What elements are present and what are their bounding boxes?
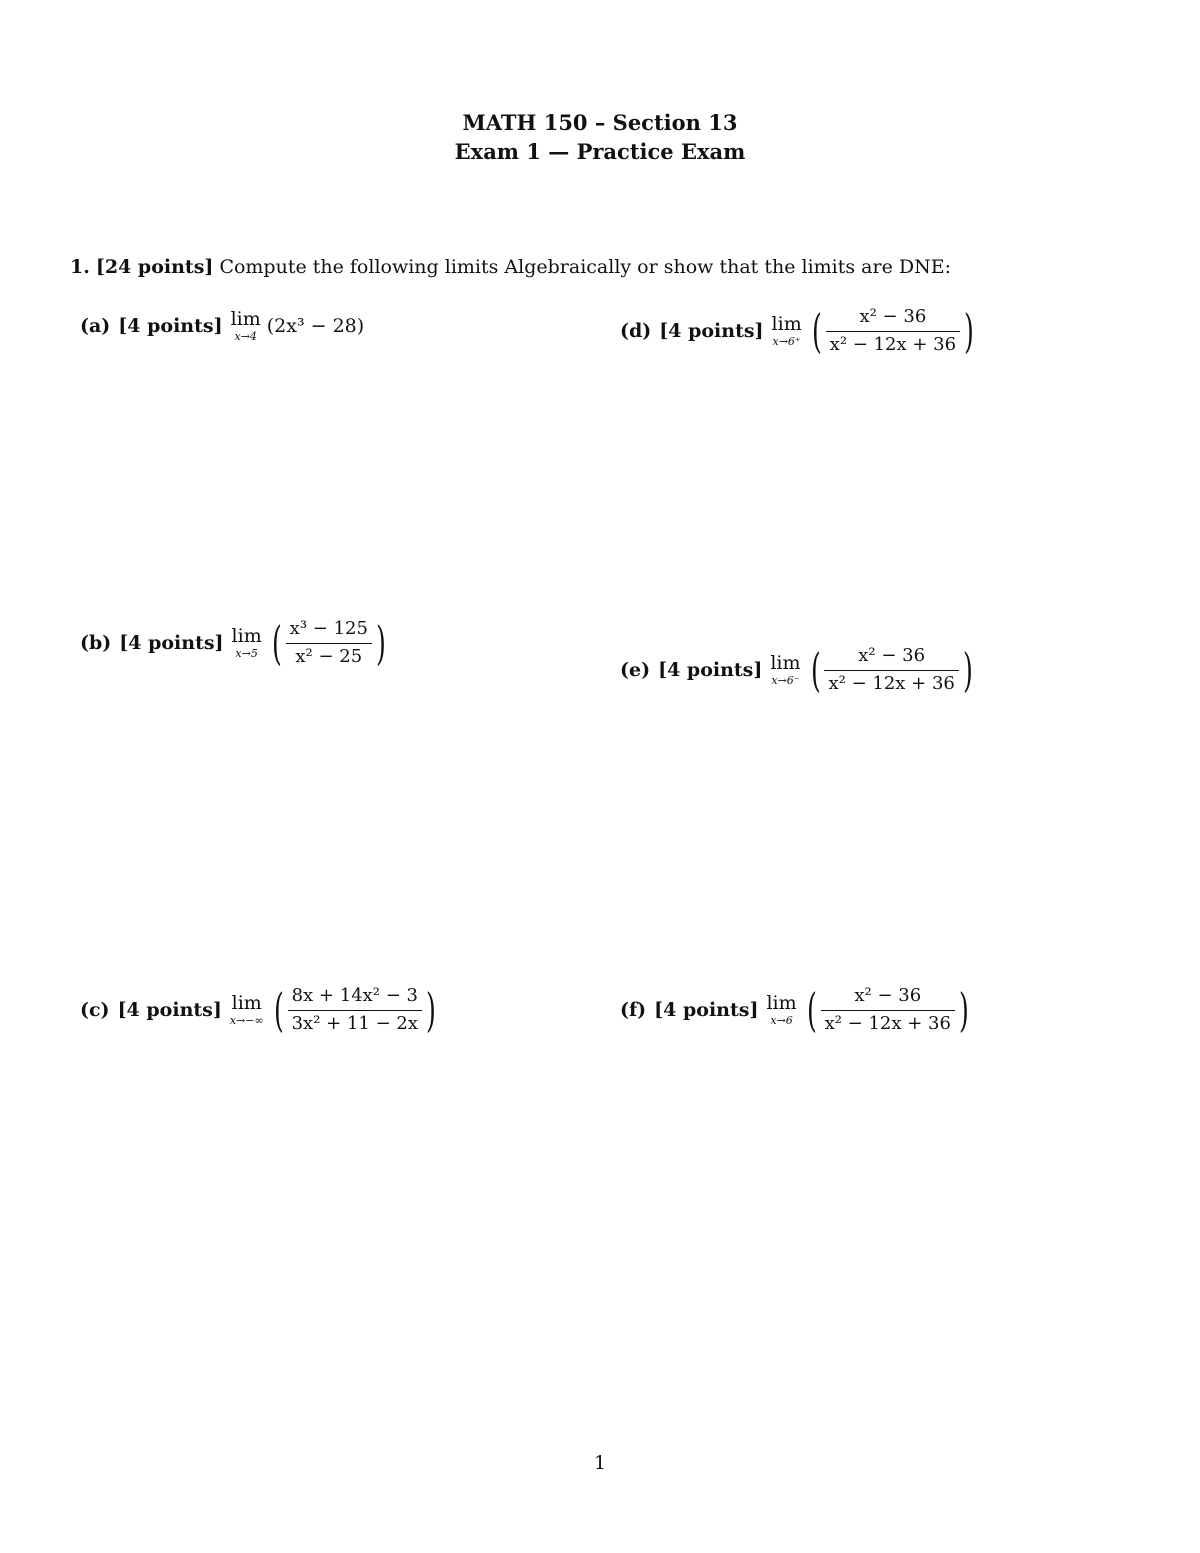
left-paren: ( <box>810 643 821 697</box>
part-f-label: (f) <box>620 999 647 1021</box>
part-e-expression <box>807 645 977 695</box>
fraction <box>821 985 955 1035</box>
part-c-label: (c) <box>80 999 110 1021</box>
part-f-expression <box>803 985 973 1035</box>
denominator: 3x² + 11 − 2x <box>291 1012 418 1034</box>
denominator: x² − 12x + 36 <box>824 1012 951 1034</box>
part-e-limit <box>770 654 800 686</box>
numerator: 8x + 14x² − 3 <box>291 985 418 1006</box>
exam-subtitle: Exam 1 — Practice Exam <box>454 139 746 164</box>
part-b-limit <box>232 627 262 659</box>
problem-points: [24 points] <box>95 256 214 278</box>
right-paren: ) <box>375 616 386 670</box>
left-paren: ( <box>273 983 284 1037</box>
part-c-points: [4 points] <box>117 999 222 1021</box>
right-paren: ) <box>958 983 969 1037</box>
part-d-expression <box>808 306 978 356</box>
course-title: MATH 150 – Section 13 <box>462 110 738 135</box>
fraction-bar <box>826 331 960 332</box>
right-paren: ) <box>962 643 973 697</box>
denominator: x² − 25 <box>295 645 363 667</box>
numerator: x³ − 125 <box>289 618 368 639</box>
problem-instructions: Compute the following limits Algebraically or show that the limits are DNE: <box>219 256 951 278</box>
fraction-bar <box>288 1010 422 1011</box>
part-d <box>620 306 978 356</box>
part-c-limit <box>230 994 264 1026</box>
part-b-expression <box>268 618 390 668</box>
numerator: x² − 36 <box>854 985 922 1006</box>
denominator: x² − 12x + 36 <box>828 672 955 694</box>
part-d-limit <box>772 315 802 347</box>
lim-subscript: x→−∞ <box>229 1014 264 1027</box>
lim-subscript: x→6⁻ <box>771 674 800 687</box>
part-b-label: (b) <box>80 632 112 654</box>
part-f-points: [4 points] <box>654 999 759 1021</box>
lim-word: lim <box>230 308 261 330</box>
fraction-bar <box>824 670 958 671</box>
left-paren: ( <box>806 983 817 1037</box>
part-c-expression <box>270 985 440 1035</box>
part-f-limit <box>766 994 796 1026</box>
problem-1-header <box>70 256 951 278</box>
part-d-label: (d) <box>620 320 652 342</box>
lim-word: lim <box>771 313 802 335</box>
lim-subscript: x→4 <box>234 330 257 343</box>
part-d-points: [4 points] <box>659 320 764 342</box>
right-paren: ) <box>426 983 436 1037</box>
problem-number: 1. <box>70 256 90 278</box>
left-paren: ( <box>271 616 282 670</box>
fraction <box>286 618 372 668</box>
part-a-points: [4 points] <box>118 315 223 337</box>
lim-word: lim <box>231 625 262 647</box>
numerator: x² − 36 <box>858 645 926 666</box>
part-c <box>80 985 440 1035</box>
part-e <box>620 645 977 695</box>
lim-subscript: x→6⁺ <box>772 335 801 348</box>
fraction-bar <box>286 643 372 644</box>
part-a-label: (a) <box>80 315 111 337</box>
page-number: 1 <box>593 1452 607 1474</box>
fraction <box>288 985 422 1035</box>
part-b <box>80 618 390 668</box>
lim-word: lim <box>231 992 262 1014</box>
part-a-expression: (2x³ − 28) <box>266 315 365 337</box>
part-e-label: (e) <box>620 659 651 681</box>
lim-subscript: x→6 <box>770 1014 793 1027</box>
part-f <box>620 985 973 1035</box>
denominator: x² − 12x + 36 <box>829 333 957 355</box>
exam-title <box>0 108 1200 166</box>
fraction <box>824 645 958 695</box>
right-paren: ) <box>964 304 974 358</box>
fraction-bar <box>821 1010 955 1011</box>
part-a-limit <box>231 310 261 342</box>
part-a <box>80 310 364 342</box>
fraction <box>826 306 960 356</box>
numerator: x² − 36 <box>859 306 927 327</box>
lim-word: lim <box>770 652 801 674</box>
part-e-points: [4 points] <box>658 659 763 681</box>
part-b-points: [4 points] <box>119 632 224 654</box>
lim-subscript: x→5 <box>235 647 258 660</box>
lim-word: lim <box>766 992 797 1014</box>
left-paren: ( <box>811 304 822 358</box>
